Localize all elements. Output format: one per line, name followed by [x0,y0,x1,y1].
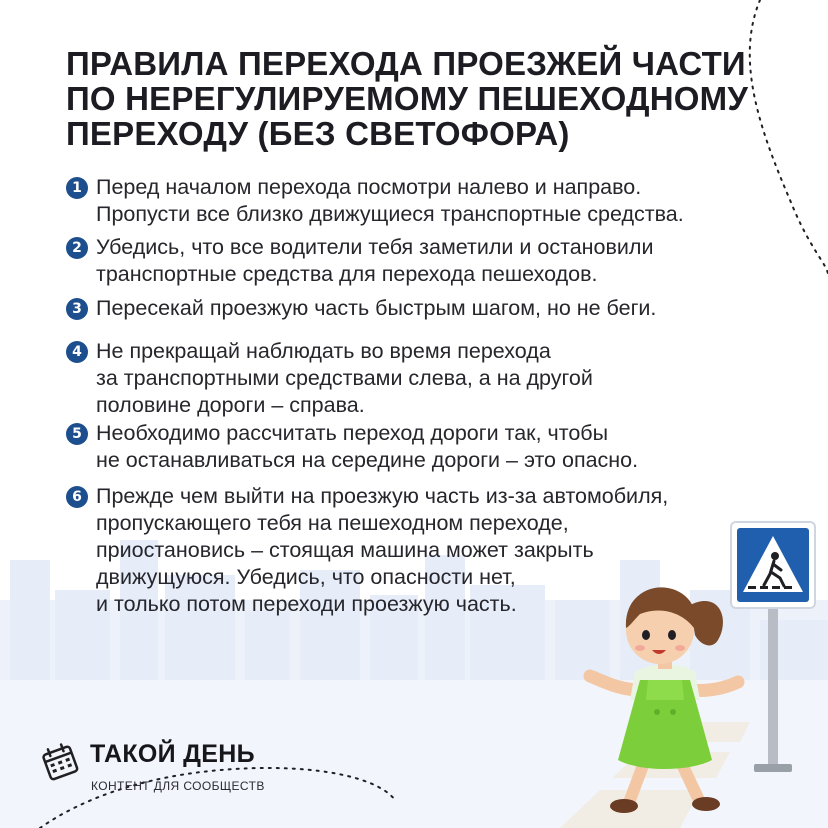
rule-line: приостановись – стоящая машина может закрыть [96,538,594,562]
rule-line: Необходимо рассчитать переход дороги так, чтобы [96,421,609,445]
rule-line: пропускающего тебя на пешеходном переходе, [96,511,569,535]
rule-number-badge: 4 [66,341,88,363]
brand-name: ТАКОЙ ДЕНЬ [90,740,255,768]
rule-number-badge: 6 [66,486,88,508]
rule-line: транспортные средства для перехода пешеходов. [96,262,598,286]
rule-number-badge: 2 [66,237,88,259]
rule-line: половине дороги – справа. [96,393,365,417]
rule-line: не останавливаться на середине дороги – это опасно. [96,448,639,472]
rule-line: Пересекай проезжую часть быстрым шагом, но не беги. [96,296,657,320]
rule-line: Убедись, что все водители тебя заметили и остановили [96,235,654,259]
calendar-icon [40,742,80,782]
rule-line: за транспортными средствами слева, а на другой [96,366,593,390]
title-line: ПЕРЕХОДУ (БЕЗ СВЕТОФОРА) [66,115,570,152]
rule-line: и только потом переходи проезжую часть. [96,592,517,616]
rule-line: Пропусти все близко движущиеся транспортные средства. [96,202,684,226]
rule-line: Перед началом перехода посмотри налево и направо. [96,175,642,199]
rule-line: Не прекращай наблюдать во время перехода [96,339,551,363]
girl-character [590,587,738,813]
title-line: ПО НЕРЕГУЛИРУЕМОМУ ПЕШЕХОДНОМУ [66,80,749,117]
rule-number-badge: 5 [66,423,88,445]
rule-line: Прежде чем выйти на проезжую часть из-за автомобиля, [96,484,669,508]
rule-line: движущуюся. Убедись, что опасности нет, [96,565,516,589]
rule-number-badge: 3 [66,298,88,320]
brand-subtitle: КОНТЕНТ ДЛЯ СООБЩЕСТВ [91,779,265,793]
title-line: ПРАВИЛА ПЕРЕХОДА ПРОЕЗЖЕЙ ЧАСТИ [66,45,746,82]
rule-number-badge: 1 [66,177,88,199]
